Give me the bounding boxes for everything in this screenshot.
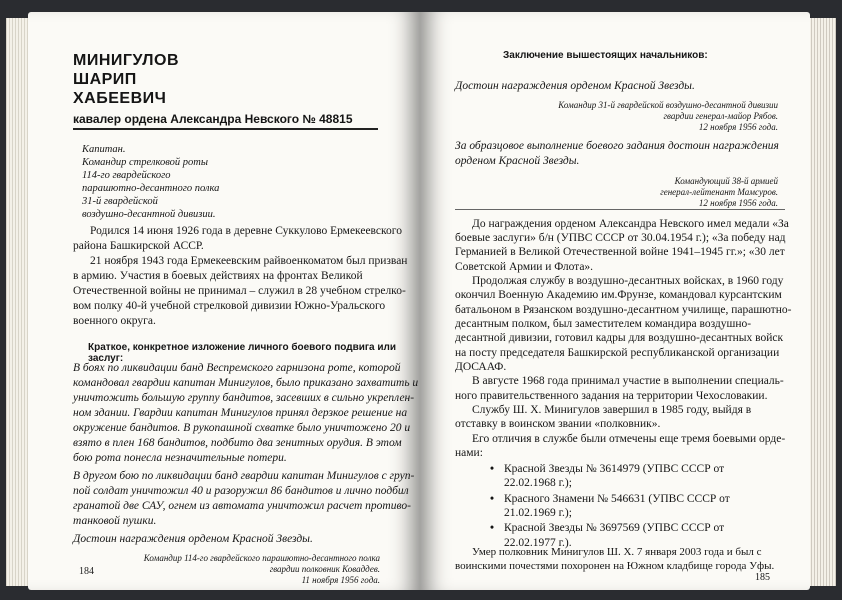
body-line: В августе 1968 года принимал участие в выполнении специаль-: [472, 375, 784, 388]
signature-2-line: генерал-лейтенант Мамсуров.: [660, 187, 778, 197]
rank-line: 114-го гвардейского: [82, 170, 171, 181]
order-item: [490, 522, 724, 534]
order-item-cont: 22.02.1977 г.).: [504, 536, 572, 549]
bio-line: района Башкирской АССР.: [73, 240, 204, 252]
feat-line: гранатой две САУ, огнем из автомата уничтожил расчет противо-: [73, 500, 411, 512]
title-rule: [73, 128, 378, 130]
body-line: Германией в Великой Отечественной войне 1941–1945 гг.»; «30 лет: [455, 246, 785, 259]
feat-line: окружение бандитов. В рукопашной схватке было уничтожено 20 и: [73, 422, 411, 434]
surname: МИНИГУЛОВ: [73, 52, 180, 69]
page-number-left: 184: [79, 566, 94, 577]
signature-2-line: Командующий 38-й армией: [674, 176, 778, 186]
feat-line: танковой пушки.: [73, 515, 157, 527]
order-item: [490, 463, 724, 475]
order-item: [490, 493, 730, 505]
feat-line: В другом бою по ликвидации банд гвардии капитан Минигулов с груп-: [73, 470, 415, 482]
conclusion-2-line: За образцовое выполнение боевого задания достоин награждения: [455, 140, 779, 152]
signature-1-line: 12 ноября 1956 года.: [698, 122, 778, 132]
order-item-cont: 22.02.1968 г.);: [504, 477, 572, 490]
body-line: боевые заслуги» б/н (УПВС СССР от 30.04.1954 г.); «За победу над: [455, 232, 786, 245]
conclusion-heading: Заключение вышестоящих начальников:: [503, 50, 708, 61]
body-line: До награждения орденом Александра Невского имел медали «За: [472, 217, 789, 230]
rank-line: Командир стрелковой роты: [82, 157, 208, 168]
feat-line: взято в плен 168 бандитов, подбито два зенитных орудия. В этом: [73, 437, 402, 449]
feat-line: пой солдат уничтожил 40 и разоружил 86 бандитов и лично подбил: [73, 485, 409, 497]
body-line: Его отличия в службе были отмечены еще тремя боевыми орде-: [472, 432, 786, 445]
body-line: десантным полком, был заместителем командира воздушно-: [455, 318, 752, 330]
bio-line: вом полку 40-й учебной стрелковой дивизии Южно-Уральского: [73, 300, 386, 312]
signature-1-line: гвардии генерал-майор Рябов.: [663, 111, 778, 121]
bullet-icon: •: [490, 522, 495, 535]
patronymic: ХАБЕЕВИЧ: [73, 90, 167, 107]
body-line: Советской Армии и Флота».: [455, 260, 594, 273]
signature-line: гвардии полковник Коваддев.: [269, 564, 380, 574]
section-divider: [455, 209, 785, 210]
body-line: отставку в воинском звании «полковник».: [455, 418, 661, 431]
rank-line: парашютно-десантного полка: [82, 183, 220, 194]
feat-line: Достоин награждения орденом Красной Звезды.: [73, 533, 313, 545]
award-title: кавалер ордена Александра Невского № 48815: [73, 112, 353, 126]
feat-line: командовал гвардии капитан Минигулов, было приказано захватить и: [73, 377, 419, 389]
conclusion-1: Достоин награждения орденом Красной Звезды.: [455, 80, 695, 92]
right-page: [420, 12, 810, 590]
body-line: Продолжая службу в воздушно-десантных войсках, в 1960 году: [472, 275, 784, 288]
left-page: [28, 12, 420, 590]
rank-line: Капитан.: [82, 144, 126, 155]
body-line: Службу Ш. Х. Минигулов завершил в 1985 году, выйдя в: [472, 403, 752, 416]
signature-1-line: Командир 31-й гвардейской воздушно-десантной дивизии: [558, 100, 778, 110]
bullet-icon: •: [490, 492, 495, 505]
conclusion-2-line: орденом Красной Звезды.: [455, 155, 580, 167]
rank-line: 31-й гвардейской: [82, 196, 158, 207]
body-line: ДОСААФ.: [455, 360, 507, 373]
feat-line: уничтожить большую группу бандитов, засевших в сильно укреплен-: [73, 392, 415, 404]
bio-line: в армию. Участия в боевых действиях на фронтах Великой: [73, 270, 363, 282]
order-text: Красной Звезды № 3697569 (УПВС СССР от: [504, 522, 725, 535]
bio-line: 21 ноября 1943 года Ермекеевским райвоенкоматом был призван: [90, 255, 408, 267]
bio-line: Отечественной войны не принимал – служил в 28 учебном стрелко-: [73, 285, 406, 297]
body-line: окончил Военную Академию им.Фрунзе, командовал курсантским: [455, 289, 782, 302]
body-line: на посту председателя Башкирской республиканской организации: [455, 346, 780, 359]
body-line: батальоном в Рязанском воздушно-десантном училище, парашютно-: [455, 303, 792, 316]
signature-line: 11 ноября 1956 года.: [301, 575, 380, 585]
body-line: нами:: [455, 446, 483, 459]
death-line: Умер полковник Минигулов Ш. Х. 7 января 2003 года и был с: [472, 546, 762, 558]
feat-line: бою рота понесла незначительные потери.: [73, 452, 287, 464]
section-heading: Краткое, конкретное изложение личного боевого подвига или заслуг:: [88, 342, 397, 364]
body-line: ного правительственного задания на территории Чехословакии.: [455, 389, 768, 402]
signature-2-line: 12 ноября 1956 года.: [698, 198, 778, 208]
order-text: Красной Звезды № 3614979 (УПВС СССР от: [504, 463, 725, 476]
order-item-cont: 21.02.1969 г.);: [504, 507, 572, 520]
death-line: воинскими почестями похоронен на Южном кладбище города Уфы.: [455, 560, 775, 572]
order-text: Красного Знамени № 546631 (УПВС СССР от: [504, 492, 730, 505]
page-number-right: 185: [755, 572, 770, 583]
first-name: ШАРИП: [73, 71, 137, 88]
feat-line: ном здании. Гвардии капитан Минигулов принял дерзкое решение на: [73, 407, 408, 419]
bio-line: Родился 14 июня 1926 года в деревне Суккулово Ермекеевского: [90, 225, 402, 237]
body-line: десантной дивизии, готовил кадры для воздушно-десантных войск: [455, 332, 784, 345]
rank-line: воздушно-десантной дивизии.: [82, 209, 216, 220]
bullet-icon: •: [490, 463, 495, 476]
bio-line: военного округа.: [73, 315, 156, 327]
signature-line: Командир 114-го гвардейского парашютно-десантного полка: [143, 553, 380, 563]
feat-line: В боях по ликвидации банд Веспремского гарнизона роте, которой: [73, 362, 401, 374]
